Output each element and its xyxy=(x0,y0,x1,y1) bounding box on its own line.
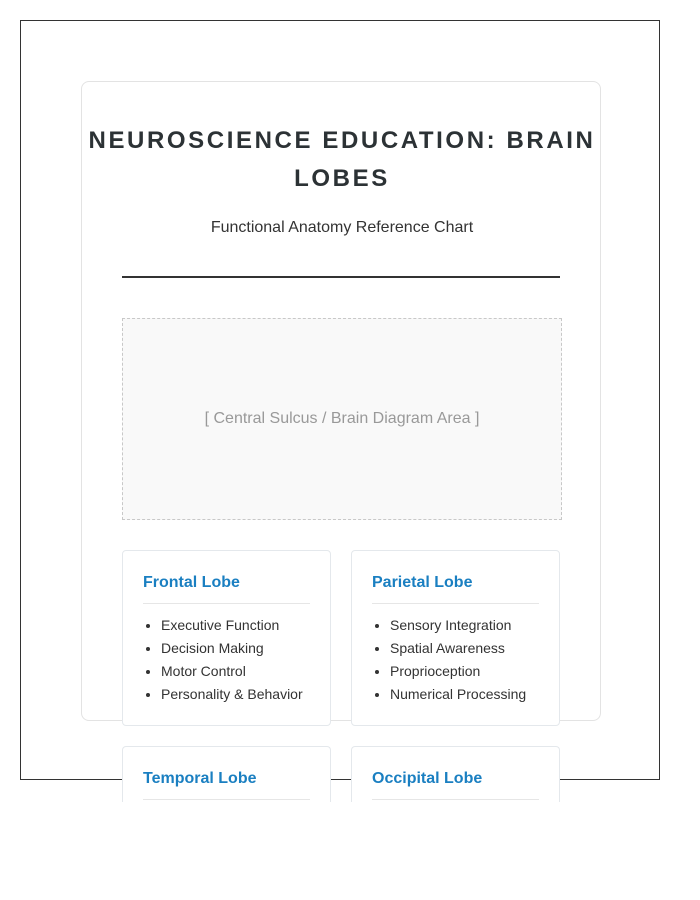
header-divider xyxy=(122,276,560,278)
page-subtitle: Functional Anatomy Reference Chart xyxy=(210,219,474,236)
list-item: • Motor Control xyxy=(161,660,310,683)
lobe-card-occipital xyxy=(351,746,560,802)
lobe-title: Parietal Lobe xyxy=(372,551,539,604)
page-title: NEUROSCIENCE EDUCATION: BRAIN LOBES xyxy=(88,127,596,192)
lobe-card-parietal xyxy=(351,550,560,726)
diagram-placeholder-text: [ Central Sulcus / Brain Diagram Area ] xyxy=(204,410,480,427)
list-item: • Proprioception xyxy=(390,660,539,683)
list-item: • Numerical Processing xyxy=(390,683,539,706)
list-item: • Executive Function xyxy=(161,614,310,637)
list-item: • Sensory Integration xyxy=(390,614,539,637)
list-item: • Personality & Behavior xyxy=(161,683,310,706)
lobe-title: Frontal Lobe xyxy=(143,551,310,604)
lobe-card-frontal xyxy=(122,550,331,726)
list-item: • Decision Making xyxy=(161,637,310,660)
brain-diagram-area xyxy=(122,318,562,520)
lobe-function-list xyxy=(143,614,310,706)
lobe-title: Temporal Lobe xyxy=(143,747,310,800)
lobe-function-list xyxy=(372,614,539,706)
lobe-card-temporal xyxy=(122,746,331,802)
lobe-title: Occipital Lobe xyxy=(372,747,539,800)
list-item: • Spatial Awareness xyxy=(390,637,539,660)
